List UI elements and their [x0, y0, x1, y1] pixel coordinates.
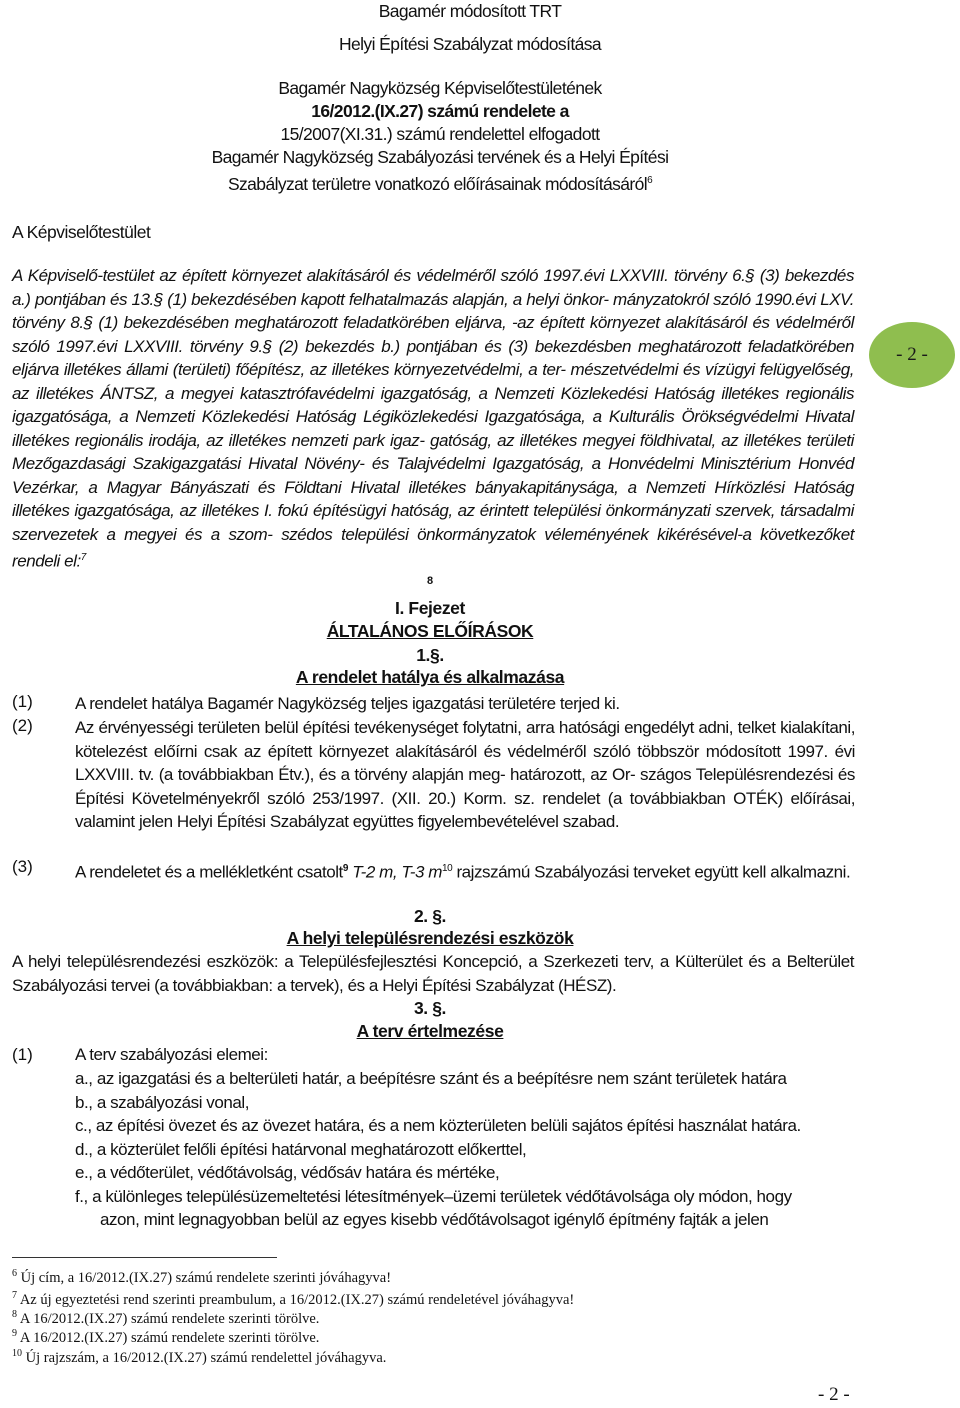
header-top [280, 0, 660, 56]
header-block [160, 77, 720, 196]
paragraph-number: (2) [12, 716, 33, 735]
council-label: A Képviselőtestület [12, 222, 151, 242]
header-line-1: Bagamér módosított TRT [378, 1, 562, 21]
footnote: $^9$ A 16/2012.(IX.27) számú rendelete szerinti törölve. [12, 1328, 320, 1346]
list-item: f., a különleges településüzemeltetési létesítmények–üzemi területek védőtávolsága oly módon, hogy [75, 1187, 792, 1206]
paragraph-number: (1) [12, 692, 33, 711]
page-number: - 2 - [818, 1384, 850, 1405]
footnote: $^6$ Új cím, a 16/2012.(IX.27) számú rendelete szerinti jóváhagyva! [12, 1268, 392, 1286]
list-item: e., a védőterület, védőtávolság, védősáv határa és mértéke, [75, 1163, 500, 1182]
section-2-number: 2. §. [413, 906, 447, 926]
list-item: b., a szabályozási vonal, [75, 1093, 249, 1112]
preamble: A Képviselő-testület az épített környezet alakításáról és védelméről szóló 1997.évi LXXVIII. törvény 6.§ (3) bekezdés a.) pontjában és 13.§ (1) bekezdésében kapott felhatalmazás alapján, a helyi önkor- mányzatokról szóló 1990.évi LXV. törvény 8.§ (1) bekezdésében meghatározott feladatkörében eljárva, -az épített környezet alakításáról és védelméről szóló 1997.évi LXXVIII. törvény 9.§ (2) bekezdés b.) pontjában és (3) bekezdésben meghatározott feladatkörében eljárva illetékes állami (területi) főépítész, az illetékes környezetvédelmi, a ter- mészetvédelmi és vízügyi felügyelőség, az illetékes ÁNTSZ, a megyei katasztrófavédelmi igazgatóság, a Nemzeti Közlekedési Hatóság illetékes regionális igazgatósága, a Nemzeti Közlekedési Hatóság Légiközlekedési Igazgatósága, a Kulturális Örökségvédelmi Hivatal illetékes regionális irodája, az illetékes nemzeti park igaz- gatóság, az illetékes megyei földhivatal, az illetékes területi Mezőgazdasági Szakigazgatási Hivatal Növény- és Talajvédelmi Igazgatóság, a Honvédelmi Minisztérium Honvéd Vezérkar, a Magyar Bányászati és Földtani Hivatal illetékes bányakapitánysága, a Nemzeti Hírközlési Hatóság illetékes igazgatósága, az illetékes I. fokú építésügyi hatóság, az érintett települési önkormányzati szervek, társadalmi szervezetek a megyei és a szom- szédos települési önkormányzatok véleményének kikérésével-a következőket rendeli el:$^7$ [12, 266, 854, 571]
footnote-ref-10[interactable]: 10 [441, 863, 453, 874]
section-1-title: A rendelet hatálya és alkalmazása [295, 667, 565, 687]
chapter-number: I. Fejezet [395, 598, 465, 618]
list-item-continuation: azon, mint legnagyobban belül az egyes kisebb védőtávolsagot igénylő építmény fajták a jelen [100, 1210, 769, 1229]
list-item: c., az építési övezet és az övezet határa, és a nem közterületen belüli sajátos építési használat határa. [75, 1116, 801, 1135]
header-line-5: 15/2007(XI.31.) számú rendelettel elfogadott [280, 124, 600, 144]
header-line-7: Szabályzat területre vonatkozó előírásainak módosításáról$^6$ [227, 173, 653, 194]
section-1-number: 1.§. [416, 645, 444, 665]
chapter-title: ÁLTALÁNOS ELŐÍRÁSOK [326, 621, 534, 641]
section-3-number: 3. §. [413, 998, 447, 1018]
paragraph-1: A rendelet hatálya Bagamér Nagyközség teljes igazgatási területére terjed ki. [75, 694, 620, 713]
footnote: $^{10}$ Új rajzszám, a 16/2012.(IX.27) számú rendelettel jóváhagyva. [12, 1348, 387, 1366]
header-line-3: Bagamér Nagyközség Képviselőtestületének [278, 78, 602, 98]
paragraph-number: (1) [12, 1045, 33, 1064]
footnote-ref-6[interactable]: 6 [647, 175, 653, 186]
footnote-ref-9[interactable]: 9 [342, 863, 348, 874]
footnote-divider [12, 1257, 277, 1258]
header-line-6: Bagamér Nagyközség Szabályozási tervének és a Helyi Építési [211, 147, 669, 167]
header-line-2: Helyi Építési Szabályzat módosítása [338, 34, 602, 54]
paragraph-2: Az érvényességi területen belül építési tevékenységet folytatni, arra hatósági engedélyt adni, telket kialakítani, kötelezést előírni csak az épített környezet alakításáról és védelméről szóló többször módosított 1997. évi LXXVIII. tv. (a továbbiakban Étv.), és a törvény alapján meg- határozott, az Or- szágos Településrendezési és Építési Követelményekről szóló 253/1997. (XII. 20.) Korm. sz. rendelet (a továbbiakban OTÉK) előírásai, valamint jelen Helyi Építési Szabályzat együttes figyelembevételével szabad. [75, 718, 855, 831]
footnote: $^8$ A 16/2012.(IX.27) számú rendelete szerinti törölve. [12, 1309, 320, 1327]
footnote-ref-7[interactable]: 7 [80, 552, 86, 563]
page-badge: - 2 - [869, 322, 955, 388]
header-line-4: 16/2012.(IX.27) számú rendelete a [311, 101, 569, 121]
section-3-title: A terv értelmezése [356, 1021, 504, 1041]
section-3-paragraph-1: A terv szabályozási elemei: [75, 1045, 268, 1064]
section-2-text: A helyi településrendezési eszközök: a Településfejlesztési Koncepció, a Szerkezeti terv, a Külterület és a Belterület Szabályozási tervei (a továbbiakban: a tervek), és a Helyi Építési Szabályzat (HÉSZ). [12, 952, 854, 995]
footnote: $^7$ Az új egyeztetési rend szerinti preambulum, a 16/2012.(IX.27) számú rendeletével jóváhagyva! [12, 1290, 575, 1308]
section-2-title: A helyi településrendezési eszközök [286, 928, 574, 948]
list-item: a., az igazgatási és a belterületi határ, a beépítésre szánt és a beépítésre nem szánt területek határa [75, 1069, 787, 1088]
paragraph-3: A rendeletet és a mellékletként csatolt$^9$ T-2 m, T-3 $m^{10}$ rajzszámú Szabályozási terveket együtt kell alkalmazni. [75, 862, 851, 882]
list-item: d., a közterület felőli építési határvonal meghatározott előkerttel, [75, 1140, 527, 1159]
footnote-ref-8[interactable]: 8 [426, 575, 434, 587]
paragraph-number: (3) [12, 857, 33, 876]
